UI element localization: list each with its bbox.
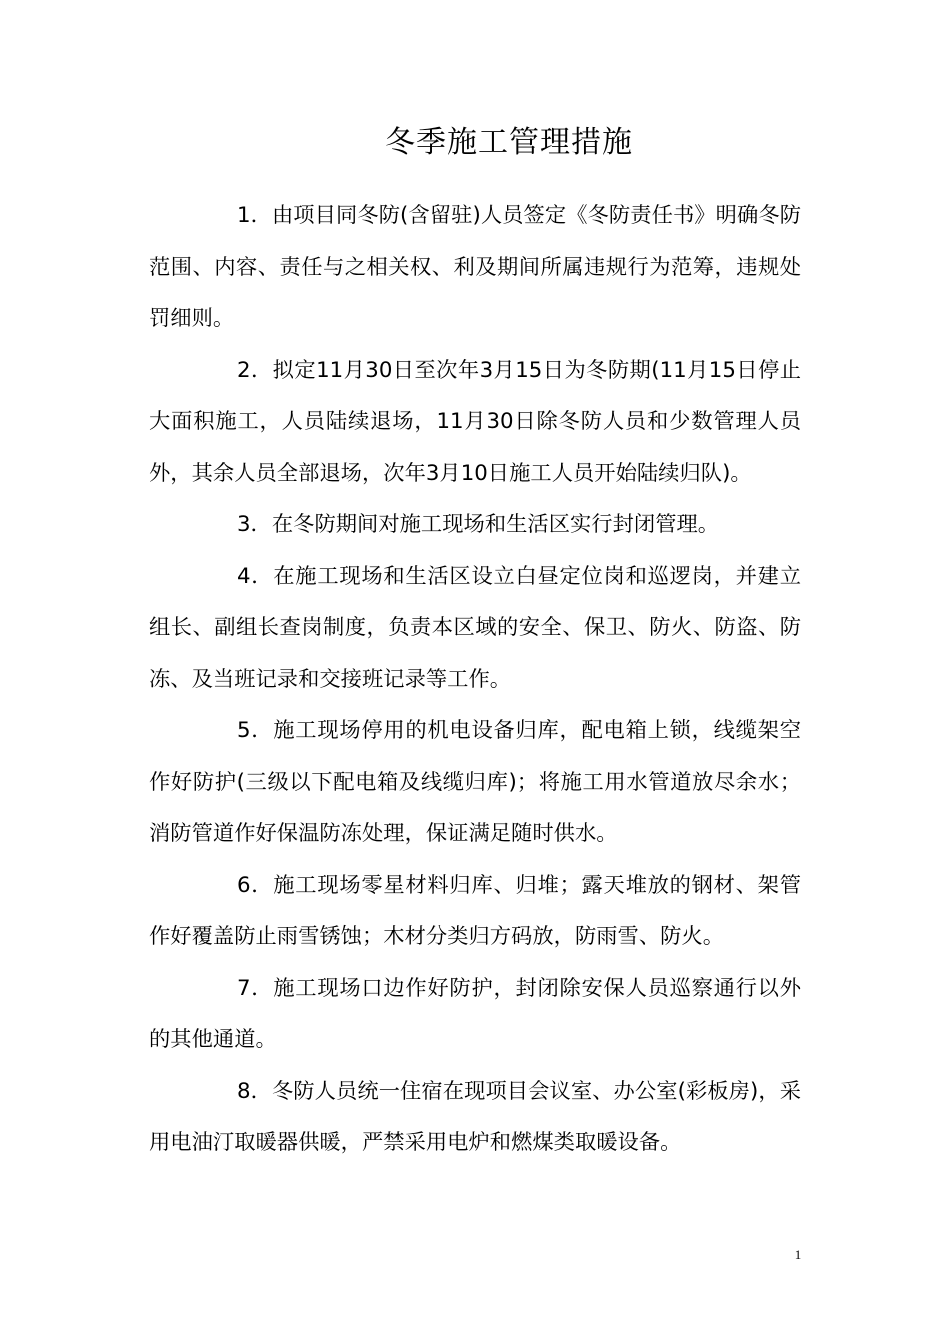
document-title: 冬季施工管理措施 <box>385 125 633 160</box>
page-number: 1 <box>794 1247 802 1262</box>
paragraph-2: 2．拟定11月30日至次年3月15日为冬防期(11月15日停止大面积施工，人员陆续退场，11月30日除冬防人员和少数管理人员外，其余人员全部退场，次年3月10日施工人员开始陆续归队)。 <box>149 357 801 486</box>
document-body <box>149 190 801 1169</box>
paragraph-4: 4．在施工现场和生活区设立白昼定位岗和巡逻岗，并建立组长、副组长查岗制度，负责本区域的安全、保卫、防火、防盗、防冻、及当班记录和交接班记录等工作。 <box>149 563 801 692</box>
paragraph-8: 8．冬防人员统一住宿在现项目会议室、办公室(彩板房)，采用电油汀取暖器供暖，严禁采用电炉和燃煤类取暖设备。 <box>149 1078 801 1155</box>
paragraph-7: 7．施工现场口边作好防护，封闭除安保人员巡察通行以外的其他通道。 <box>149 975 801 1052</box>
paragraph-6: 6．施工现场零星材料归库、归堆；露天堆放的钢材、架管作好覆盖防止雨雪锈蚀；木材分类归方码放，防雨雪、防火。 <box>149 872 801 949</box>
paragraph-3: 3．在冬防期间对施工现场和生活区实行封闭管理。 <box>237 512 720 537</box>
paragraph-5: 5．施工现场停用的机电设备归库，配电箱上锁，线缆架空作好防护(三级以下配电箱及线缆归库)；将施工用水管道放尽余水；消防管道作好保温防冻处理，保证满足随时供水。 <box>149 718 801 846</box>
paragraph-1: 1．由项目同冬防(含留驻)人员签定《冬防责任书》明确冬防范围、内容、责任与之相关权、利及期间所属违规行为范筹，违规处罚细则。 <box>149 203 801 331</box>
